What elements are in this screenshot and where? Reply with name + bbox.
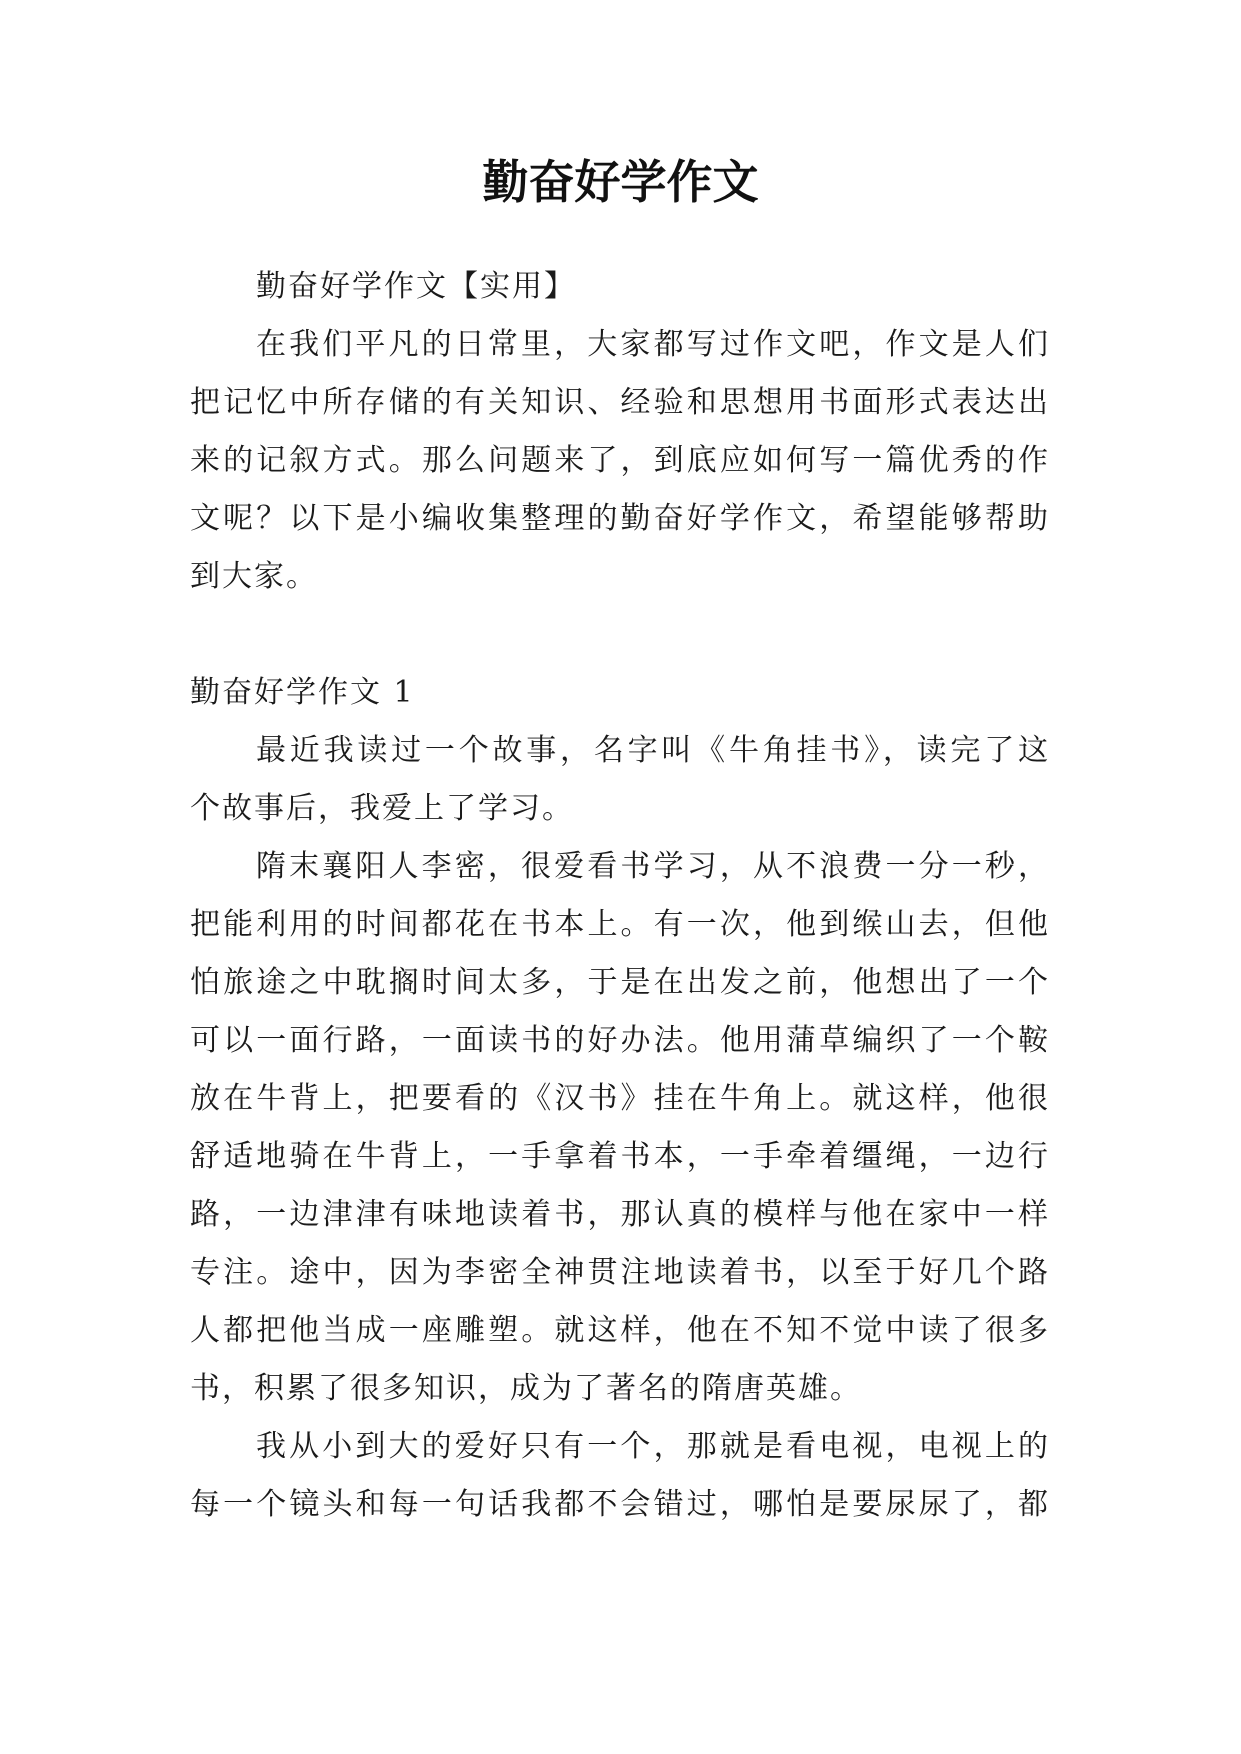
- essay-line: 把能利用的时间都花在书本上。有一次，他到缑山去，但他: [190, 907, 1050, 942]
- intro-line: 在我们平凡的日常里，大家都写过作文吧，作文是人们: [256, 327, 1050, 362]
- intro-line: 文呢？以下是小编收集整理的勤奋好学作文，希望能够帮助: [190, 501, 1050, 536]
- intro-paragraph: [190, 316, 1050, 606]
- essay-line: 个故事后，我爱上了学习。: [190, 791, 574, 826]
- essay-paragraph-3: [190, 1418, 1050, 1534]
- document-body: [190, 258, 1050, 1534]
- essay-paragraph-2: [190, 838, 1050, 1418]
- essay-line: 每一个镜头和每一句话我都不会错过，哪怕是要尿尿了，都: [190, 1487, 1050, 1522]
- essay-line: 最近我读过一个故事，名字叫《牛角挂书》，读完了这: [256, 733, 1050, 768]
- essay-line: 可以一面行路，一面读书的好办法。他用蒲草编织了一个鞍: [190, 1023, 1050, 1058]
- essay-line: 人都把他当成一座雕塑。就这样，他在不知不觉中读了很多: [190, 1313, 1050, 1348]
- essay-line: 放在牛背上，把要看的《汉书》挂在牛角上。就这样，他很: [190, 1081, 1050, 1116]
- essay-line: 路，一边津津有味地读着书，那认真的模样与他在家中一样: [190, 1197, 1050, 1232]
- intro-line: 到大家。: [190, 559, 318, 594]
- intro-line: 把记忆中所存储的有关知识、经验和思想用书面形式表达出: [190, 385, 1050, 420]
- essay-line: 书，积累了很多知识，成为了著名的隋唐英雄。: [190, 1371, 862, 1406]
- intro-line: 来的记叙方式。那么问题来了，到底应如何写一篇优秀的作: [190, 443, 1050, 478]
- document-title: 勤奋好学作文: [482, 155, 759, 209]
- essay-heading: 勤奋好学作文 1: [190, 675, 415, 710]
- essay-line: 隋末襄阳人李密，很爱看书学习，从不浪费一分一秒，: [256, 849, 1050, 884]
- essay-line: 专注。途中，因为李密全神贯注地读着书，以至于好几个路: [190, 1255, 1050, 1290]
- essay-line: 我从小到大的爱好只有一个，那就是看电视，电视上的: [256, 1429, 1050, 1464]
- section-gap: [190, 606, 1050, 664]
- intro-subtitle: 勤奋好学作文【实用】: [256, 269, 576, 304]
- essay-paragraph-1: [190, 722, 1050, 838]
- essay-line: 舒适地骑在牛背上，一手拿着书本，一手牵着缰绳，一边行: [190, 1139, 1050, 1174]
- essay-line: 怕旅途之中耽搁时间太多，于是在出发之前，他想出了一个: [190, 965, 1050, 1000]
